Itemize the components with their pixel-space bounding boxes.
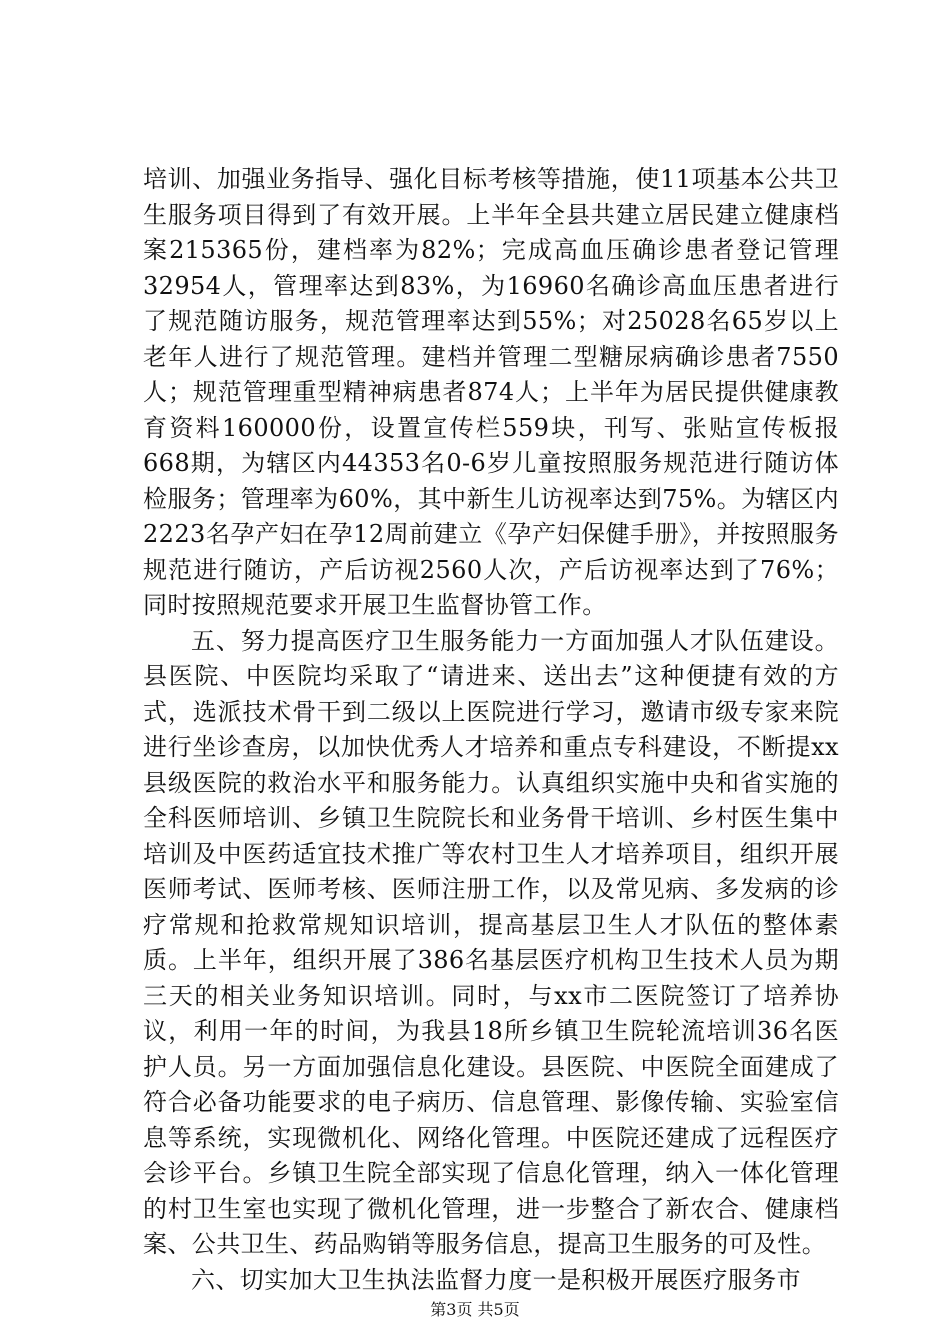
page-number-footer: 第3页 共5页: [430, 1300, 520, 1319]
paragraph-medical-service-capacity: 五、努力提高医疗卫生服务能力一方面加强人才队伍建设。县医院、中医院均采取了“请进来、送出去”这种便捷有效的方式，选派技术骨干到二级以上医院进行学习，邀请市级专家来院进行坐诊查房，以加快优秀人才培养和重点专科建设，不断提xx县级医院的救治水平和服务能力。认真组织实施中央和省实施的全科医师培训、乡镇卫生院院长和业务骨干培训、乡村医生集中培训及中医药适宜技术推广等农村卫生人才培养项目，组织开展医师考试、医师考核、医师注册工作，以及常见病、多发病的诊疗常规和抢救常规知识培训，提高基层卫生人才队伍的整体素质。上半年，组织开展了386名基层医疗机构卫生技术人员为期三天的相关业务知识培训。同时，与xx市二医院签订了培养协议，利用一年的时间，为我县18所乡镇卫生院轮流培训36名医护人员。另一方面加强信息化建设。县医院、中医院全面建成了符合必备功能要求的电子病历、信息管理、影像传输、实验室信息等系统，实现微机化、网络化管理。中医院还建成了远程医疗会诊平台。乡镇卫生院全部实现了信息化管理，纳入一体化管理的村卫生室也实现了微机化管理，进一步整合了新农合、健康档案、公共卫生、药品购销等服务信息，提高卫生服务的可及性。: [143, 626, 839, 1258]
document-body: [143, 162, 839, 1298]
paragraph-public-health-services: 培训、加强业务指导、强化目标考核等措施，使11项基本公共卫生服务项目得到了有效开展。上半年全县共建立居民建立健康档案215365份，建档率为82%；完成高血压确诊患者登记管理32954人，管理率达到83%，为16960名确诊高血压患者进行了规范随访服务，规范管理率达到55%；对25028名65岁以上老年人进行了规范管理。建档并管理二型糖尿病确诊患者7550人；规范管理重型精神病患者874人；上半年为居民提供健康教育资料160000份，设置宣传栏559块，刊写、张贴宣传板报668期，为辖区内44353名0-6岁儿童按照服务规范进行随访体检服务；管理率为60%，其中新生儿访视率达到75%。为辖区内2223名孕产妇在孕12周前建立《孕产妇保健手册》，并按照服务规范进行随访，产后访视2560人次，产后访视率达到了76%；同时按照规范要求开展卫生监督协管工作。: [143, 165, 839, 619]
paragraph-health-law-enforcement: 六、切实加大卫生执法监督力度一是积极开展医疗服务市: [191, 1265, 801, 1294]
